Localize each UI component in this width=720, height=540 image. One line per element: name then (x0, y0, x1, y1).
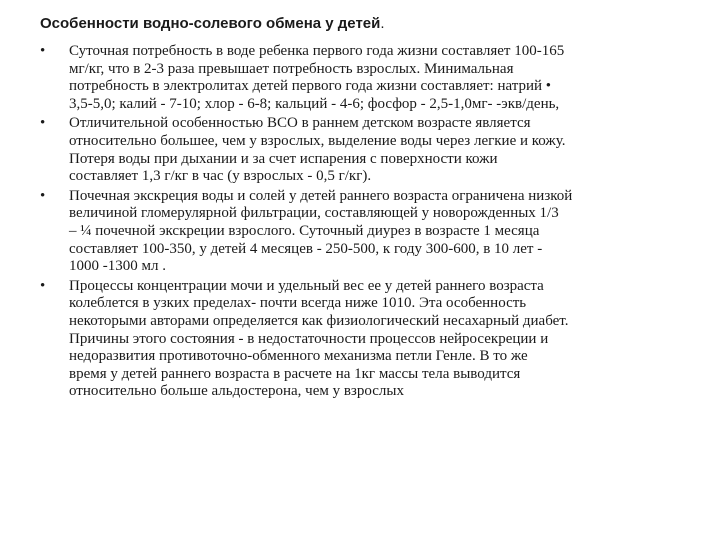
bullet-marker: • (40, 43, 46, 59)
text-line: относительно больше альдостерона, чем у взрослых (69, 383, 404, 400)
text-line: Почечная экскреция воды и солей у детей раннего возраста ограничена низкой (69, 187, 573, 204)
text-line: мг/кг, что в 2-3 раза превышает потребность взрослых. Минимальная (69, 60, 514, 77)
text-line: составляет 100-350, у детей 4 месяцев - 250-500, к году 300-600, в 10 лет - (69, 240, 543, 257)
text-line: составляет 1,3 г/кг в час (у взрослых - 0,5 г/кг). (69, 168, 372, 185)
slide-title-period: . (380, 15, 385, 32)
text-line: Отличительной особенностью ВСО в раннем детском возрасте является (69, 115, 531, 132)
text-line: Потеря воды при дыхании и за счет испарения с поверхности кожи (69, 150, 498, 167)
bullet-list (40, 43, 690, 403)
text-line: относительно большее, чем у взрослых, выделение воды через легкие и кожу. (69, 132, 566, 149)
text-line: некоторыми авторами определяется как физиологический несахарный диабет. (69, 312, 569, 329)
bullet-item-urine-concentration (40, 278, 690, 401)
bullet-marker: • (40, 277, 46, 294)
text-line: колеблется в узких пределах- почти всегда ниже 1010. Эта особенность (69, 295, 527, 312)
slide-title-text: Особенности водно-солевого обмена у детей (40, 15, 381, 32)
text-line: величиной гломерулярной фильтрации, составляющей у новорожденных 1/3 (69, 205, 559, 222)
text-line: Процессы концентрации мочи и удельный вес ее у детей раннего возраста (69, 277, 544, 294)
text-line: потребность в электролитах детей первого года жизни составляет: натрий • (69, 78, 552, 95)
text-line: Причины этого состояния - в недостаточности процессов нейросекреции и (69, 330, 549, 347)
bullet-item-water-loss (40, 115, 690, 185)
text-line: недоразвития противоточно-обменного механизма петли Генле. В то же (69, 348, 528, 365)
text-line: 1000 -1300 мл . (69, 258, 166, 275)
bullet-marker: • (40, 187, 46, 204)
text-line: 3,5-5,0; калий - 7-10; хлор - 6-8; кальций - 4-6; фосфор - 2,5-1,0мг- -экв/день, (69, 95, 560, 112)
bullet-item-renal-excretion (40, 188, 690, 276)
bullet-marker: • (40, 115, 46, 132)
text-line: Суточная потребность в воде ребенка первого года жизни составляет 100-165 (69, 43, 565, 59)
text-line: – ¼ почечной экскреции взрослого. Суточный диурез в возрасте 1 месяца (69, 222, 540, 239)
text-line: время у детей раннего возраста в расчете на 1кг массы тела выводится (69, 365, 521, 382)
bullet-item-water-requirement (40, 43, 690, 113)
slide-title (40, 15, 385, 32)
